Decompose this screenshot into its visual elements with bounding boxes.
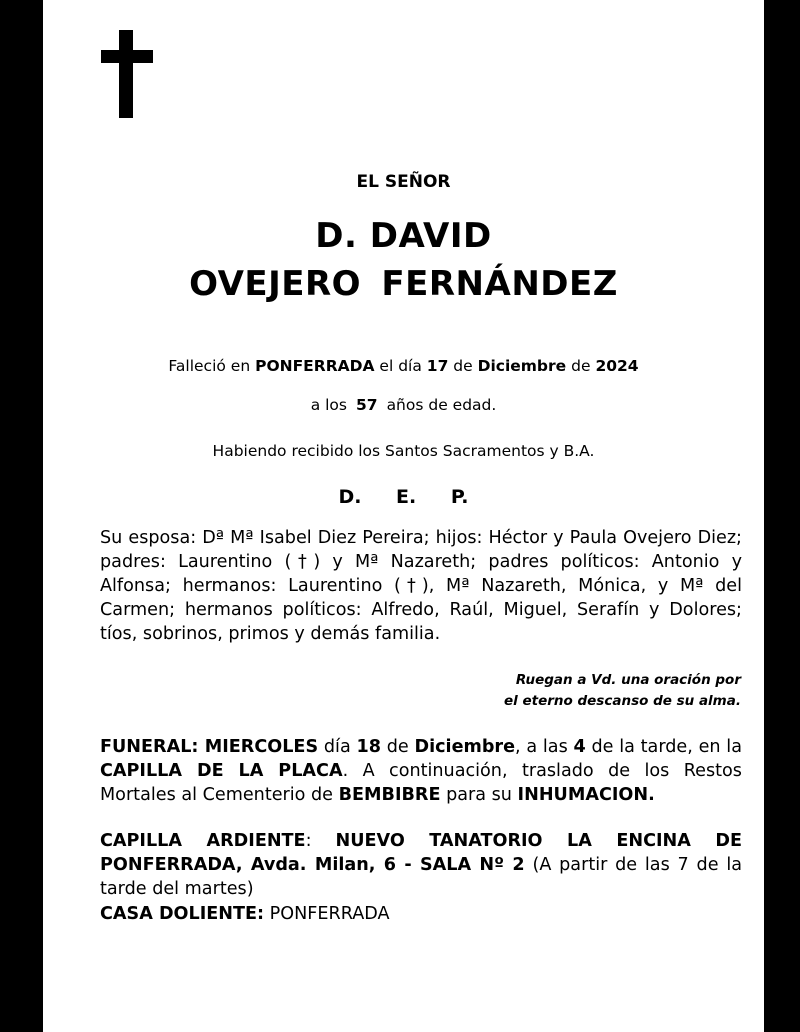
cemetery-name: BEMBIBRE	[338, 785, 441, 805]
chapel-note: (A partir de las 7 de la tarde del martes)	[100, 855, 742, 899]
funeral-hour: 4	[573, 737, 586, 757]
family-list: Su esposa: Dª Mª Isabel Diez Pereira; hijos: Héctor y Paula Ovejero Diez; padres: Laurentino (†) y Mª Nazareth; padres políticos: Antonio y Alfonsa; hermanos: Laurentino (†), Mª Nazareth, Mónica, y Mª del Carmen; hermanos políticos: Alfredo, Raúl, Miguel, Serafín y Dolores; tíos, sobrinos, primos y demás familia.	[100, 528, 742, 644]
deceased-name-line1: D. DAVID	[315, 216, 492, 256]
prayer-request: Ruegan a Vd. una oración por el eterno descanso de su alma.	[504, 672, 741, 709]
mourning-house-value: PONFERRADA	[264, 904, 390, 924]
death-place: PONFERRADA	[255, 357, 375, 375]
funeral-info: FUNERAL: MIERCOLES día 18 de Diciembre, a las 4 de la tarde, en la CAPILLA DE LA PLACA. A continuación, traslado de los Restos Mortales al Cementerio de BEMBIBRE para su INHUMACION.	[100, 737, 742, 805]
chapel-label: CAPILLA ARDIENTE	[100, 831, 306, 851]
burial-label: INHUMACION.	[517, 785, 655, 805]
chapel-venue: NUEVO TANATORIO LA ENCINA DE PONFERRADA, Avda. Milan, 6 - SALA Nº 2	[100, 831, 742, 875]
death-year: 2024	[595, 357, 639, 375]
funeral-day: 18	[356, 737, 381, 757]
honorific-title: EL SEÑOR	[356, 172, 451, 192]
mourning-house-label: CASA DOLIENTE:	[100, 904, 265, 924]
chapel-info: CAPILLA ARDIENTE: NUEVO TANATORIO LA ENCINA DE PONFERRADA, Avda. Milan, 6 - SALA Nº 2 (A partir de las 7 de la tarde del martes)	[100, 831, 742, 899]
death-month: Diciembre	[477, 357, 567, 375]
funeral-month: Diciembre	[414, 737, 516, 757]
age-value: 57	[355, 396, 378, 414]
sacraments-line: Habiendo recibido los Santos Sacramentos y B.A.	[212, 442, 595, 460]
obituary-card	[43, 0, 764, 1032]
mourning-house	[100, 902, 742, 926]
dep-initials: D. E. P.	[338, 486, 469, 508]
age-line: a los 57 años de edad.	[310, 396, 497, 414]
deceased-name-line2: OVEJERO FERNÁNDEZ	[189, 264, 618, 304]
funeral-place: CAPILLA DE LA PLACA	[100, 761, 343, 781]
funeral-label: FUNERAL: MIERCOLES	[100, 737, 319, 757]
death-day: 17	[426, 357, 449, 375]
latin-cross-icon	[101, 30, 153, 118]
death-notice: Falleció en PONFERRADA el día 17 de Diciembre de 2024	[168, 357, 639, 375]
